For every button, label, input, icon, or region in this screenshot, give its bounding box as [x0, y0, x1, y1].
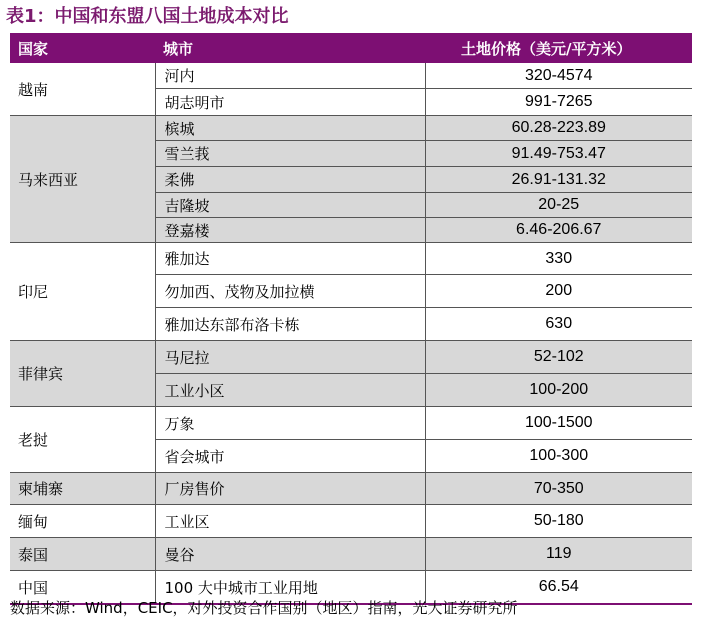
city-cell: 河内	[155, 63, 425, 89]
city-cell: 吉隆坡	[155, 193, 425, 218]
price-cell: 91.49-753.47	[425, 141, 692, 167]
price-cell: 6.46-206.67	[425, 218, 692, 243]
table-body	[10, 63, 692, 604]
header-row	[10, 33, 692, 63]
land-cost-table	[10, 33, 692, 605]
price-cell: 320-4574	[425, 63, 692, 89]
city-cell: 马尼拉	[155, 341, 425, 374]
country-cell: 越南	[10, 63, 155, 116]
price-cell: 50-180	[425, 505, 692, 538]
country-cell: 柬埔寨	[10, 473, 155, 505]
price-cell: 630	[425, 308, 692, 341]
country-cell: 菲律宾	[10, 341, 155, 407]
price-cell: 52-102	[425, 341, 692, 374]
table-row	[10, 407, 692, 440]
country-cell: 印尼	[10, 243, 155, 341]
city-cell: 雅加达	[155, 243, 425, 275]
country-cell: 泰国	[10, 538, 155, 571]
price-cell: 100-200	[425, 374, 692, 407]
city-cell: 雅加达东部布洛卡栋	[155, 308, 425, 341]
source-note: 数据来源：Wind，CEIC，对外投资合作国别（地区）指南，光大证券研究所	[10, 599, 518, 617]
price-cell: 20-25	[425, 193, 692, 218]
city-cell: 厂房售价	[155, 473, 425, 505]
city-cell: 胡志明市	[155, 89, 425, 116]
city-cell: 柔佛	[155, 167, 425, 193]
price-cell: 70-350	[425, 473, 692, 505]
header-country: 国家	[10, 33, 155, 63]
city-cell: 登嘉楼	[155, 218, 425, 243]
table-row	[10, 538, 692, 571]
price-cell: 26.91-131.32	[425, 167, 692, 193]
table-row	[10, 63, 692, 89]
country-cell: 缅甸	[10, 505, 155, 538]
price-cell: 60.28-223.89	[425, 116, 692, 141]
city-cell: 省会城市	[155, 440, 425, 473]
price-cell: 330	[425, 243, 692, 275]
price-cell: 991-7265	[425, 89, 692, 116]
table-row	[10, 341, 692, 374]
country-cell: 中国	[10, 571, 155, 605]
table-row	[10, 116, 692, 141]
table-row	[10, 473, 692, 505]
header-price: 土地价格（美元/平方米）	[425, 33, 692, 63]
city-cell: 雪兰莪	[155, 141, 425, 167]
city-cell: 万象	[155, 407, 425, 440]
city-cell: 100 大中城市工业用地	[155, 571, 425, 605]
city-cell: 工业区	[155, 505, 425, 538]
price-cell: 119	[425, 538, 692, 571]
price-cell: 66.54	[425, 571, 692, 605]
price-cell: 200	[425, 275, 692, 308]
price-cell: 100-300	[425, 440, 692, 473]
price-cell: 100-1500	[425, 407, 692, 440]
table-row	[10, 243, 692, 275]
table-row	[10, 505, 692, 538]
country-cell: 马来西亚	[10, 116, 155, 243]
header-city: 城市	[155, 33, 425, 63]
table-title: 表1：中国和东盟八国土地成本对比	[6, 6, 289, 27]
city-cell: 勿加西、茂物及加拉横	[155, 275, 425, 308]
city-cell: 槟城	[155, 116, 425, 141]
country-cell: 老挝	[10, 407, 155, 473]
city-cell: 工业小区	[155, 374, 425, 407]
city-cell: 曼谷	[155, 538, 425, 571]
